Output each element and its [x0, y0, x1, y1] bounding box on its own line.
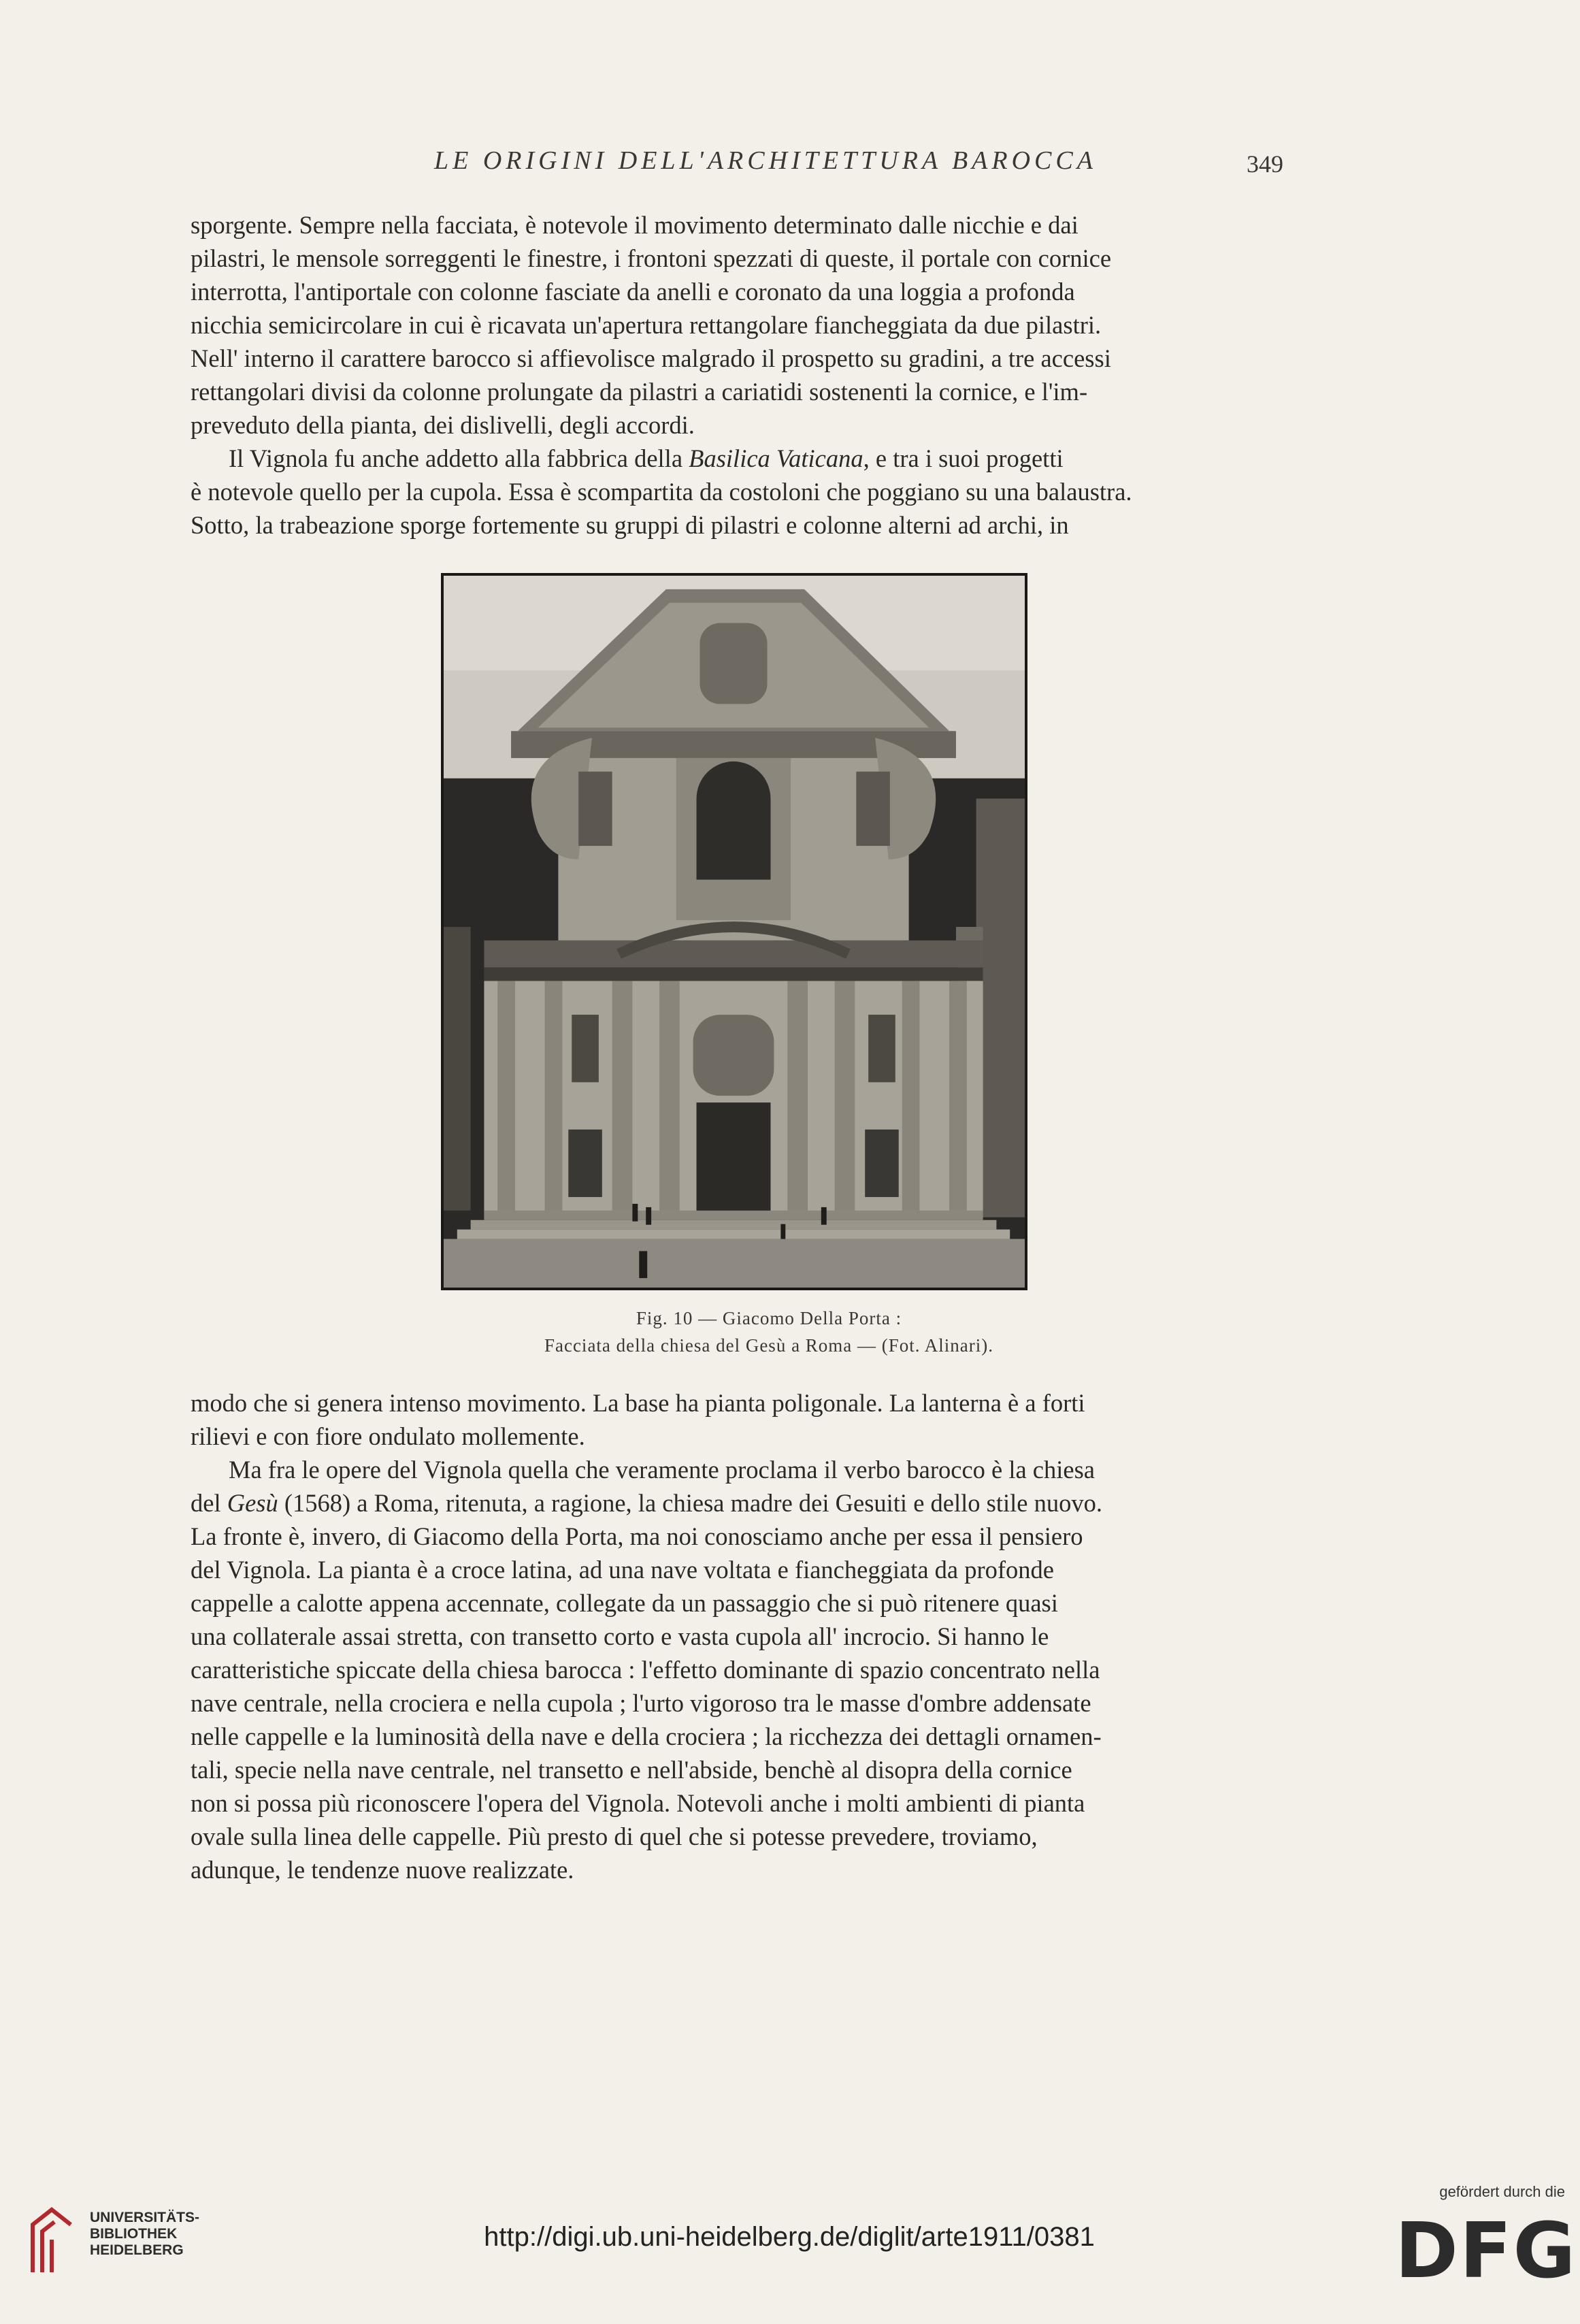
text-run: del: [191, 1489, 221, 1517]
text-run: , e tra i suoi progetti: [863, 444, 1064, 472]
facade-illustration: [444, 576, 1025, 1288]
text-line: rilievi e con fiore ondulato mollemente.: [191, 1422, 585, 1450]
page-number: 349: [1247, 150, 1283, 178]
text-line: preveduto della pianta, dei dislivelli, degli accordi.: [191, 411, 695, 439]
library-name-line: HEIDELBERG: [90, 2242, 184, 2258]
text-run: Il Vignola fu anche addetto alla fabbrica della: [229, 444, 683, 472]
text-line: La fronte è, invero, di Giacomo della Porta, ma noi conosciamo anche per essa il pensiero: [191, 1522, 1083, 1550]
library-emblem-icon: [19, 2204, 84, 2279]
source-url-link[interactable]: http://digi.ub.uni-heidelberg.de/diglit/arte1911/0381: [484, 2222, 1095, 2252]
text-line: adunque, le tendenze nuove realizzate.: [191, 1856, 574, 1884]
text-line: nave centrale, nella crociera e nella cupola ; l'urto vigoroso tra le masse d'ombre addensate: [191, 1689, 1091, 1717]
text-line: interrotta, l'antiportale con colonne fasciate da anelli e coronato da una loggia a profonda: [191, 278, 1075, 306]
text-line: pilastri, le mensole sorreggenti le finestre, i frontoni spezzati di queste, il portale con cornice: [191, 244, 1112, 272]
text-line: Sotto, la trabeazione sporge fortemente su gruppi di pilastri e colonne alterni ad archi, in: [191, 511, 1069, 539]
text-line: è notevole quello per la cupola. Essa è scompartita da costoloni che poggiano su una balaustra.: [191, 478, 1132, 506]
italic-title: Gesù: [227, 1489, 278, 1517]
text-line: nelle cappelle e la luminosità della nave e della crociera ; la ricchezza dei dettagli ornamen-: [191, 1722, 1102, 1750]
text-line: rettangolari divisi da colonne prolungate da pilastri a cariatidi sostenenti la cornice, e l'im-: [191, 378, 1088, 406]
text-run: (1568) a Roma, ritenuta, a ragione, la chiesa madre dei Gesuiti e dello stile nuovo.: [284, 1489, 1102, 1517]
text-block-bottom: [191, 1386, 1286, 1886]
text-line: Nell' interno il carattere barocco si affievolisce malgrado il prospetto su gradini, a tre accessi: [191, 344, 1111, 372]
text-line: tali, specie nella nave centrale, nel transetto e nell'abside, benchè al disopra della cornice: [191, 1756, 1072, 1784]
text-line: una collaterale assai stretta, con transetto corto e vasta cupola all' incrocio. Si hanno le: [191, 1622, 1049, 1650]
text-line: cappelle a calotte appena accennate, collegate da un passaggio che si può ritenere quasi: [191, 1589, 1058, 1617]
university-library-logo[interactable]: [19, 2202, 237, 2310]
library-name: [90, 2210, 240, 2259]
paragraph-gesu: [191, 1486, 1286, 1520]
text-line: Ma fra le opere del Vignola quella che veramente proclama il verbo barocco è la chiesa: [229, 1456, 1096, 1484]
church-facade-photo: [441, 573, 1027, 1290]
figure-caption-line1: Fig. 10 — Giacomo Della Porta :: [636, 1308, 902, 1328]
dfg-logo[interactable]: DFG: [1395, 2207, 1577, 2295]
text-line: caratteristiche spiccate della chiesa barocca : l'effetto dominante di spazio concentrato nella: [191, 1656, 1100, 1684]
italic-title: Basilica Vaticana: [689, 444, 863, 472]
text-line: sporgente. Sempre nella facciata, è notevole il movimento determinato dalle nicchie e dai: [191, 211, 1079, 239]
library-name-line: UNIVERSITÄTS-: [90, 2210, 200, 2225]
funded-by-label: gefördert durch die: [1439, 2183, 1565, 2200]
text-line: non si possa più riconoscere l'opera del Vignola. Notevoli anche i molti ambienti di pianta: [191, 1789, 1085, 1817]
text-block-top: [191, 208, 1286, 542]
library-name-line: BIBLIOTHEK: [90, 2226, 178, 2242]
text-line: ovale sulla linea delle cappelle. Più presto di quel che si potesse prevedere, troviamo,: [191, 1822, 1038, 1850]
text-line: modo che si genera intenso movimento. La base ha pianta poligonale. La lanterna è a forti: [191, 1389, 1085, 1417]
figure-caption-line2: Facciata della chiesa del Gesù a Roma — (Fot. Alinari).: [544, 1335, 994, 1356]
paragraph-vignola: [191, 442, 1286, 475]
running-title: LE ORIGINI DELL'ARCHITETTURA BAROCCA: [434, 146, 1097, 175]
text-line: del Vignola. La pianta è a croce latina, ad una nave voltata e fiancheggiata da profonde: [191, 1556, 1054, 1584]
text-line: nicchia semicircolare in cui è ricavata un'apertura rettangolare fiancheggiata da due pilastri.: [191, 311, 1102, 339]
